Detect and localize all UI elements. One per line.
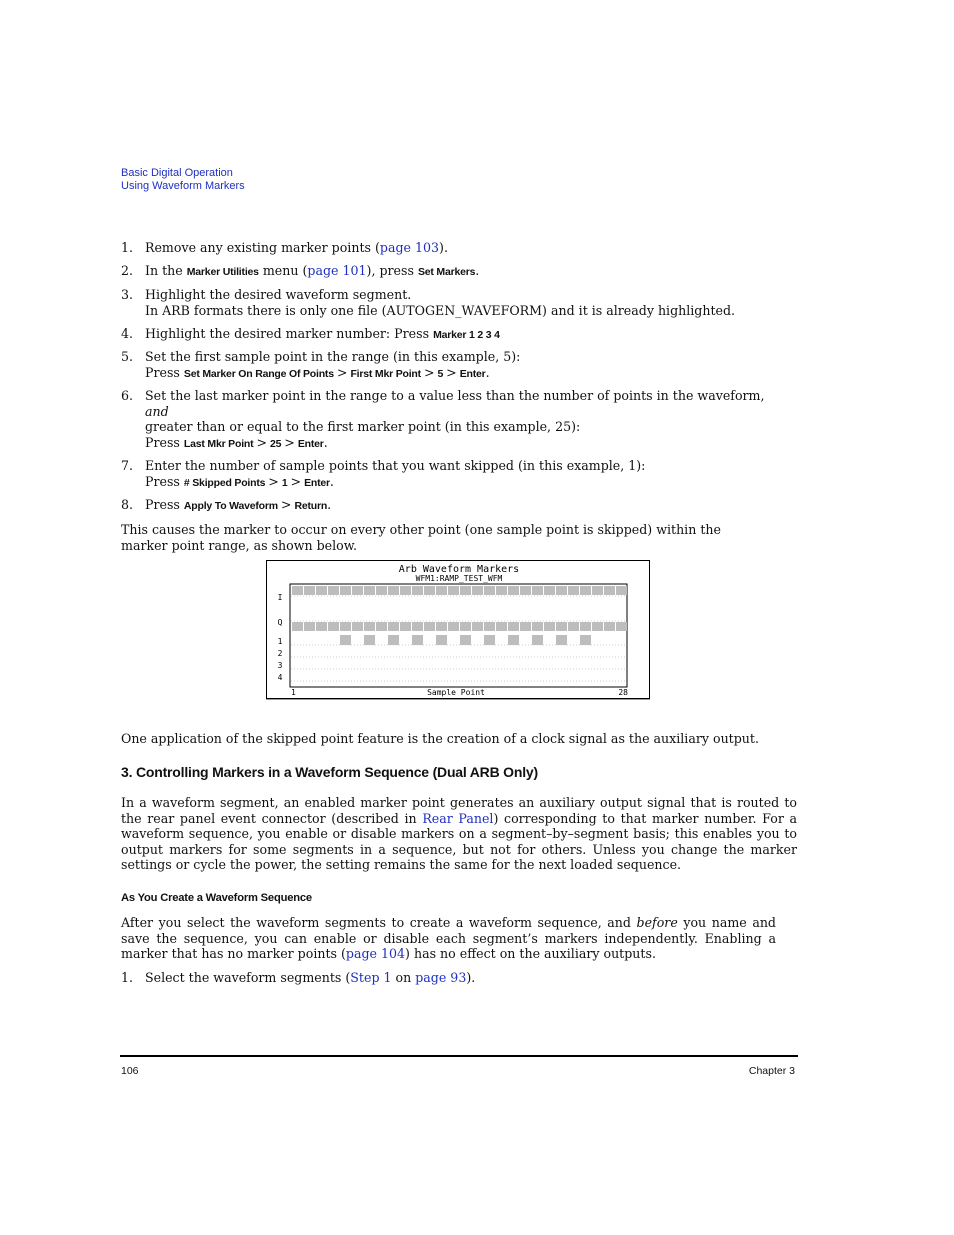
- arb-waveform-markers-screen: [266, 560, 650, 699]
- step-text: .: [327, 497, 332, 512]
- breadcrumb-chapter[interactable]: Basic Digital Operation: [121, 167, 233, 179]
- key-enter: Enter: [459, 367, 486, 380]
- subsection-heading: As You Create a Waveform Sequence: [121, 892, 312, 904]
- paragraph-marker-range: This causes the marker to occur on every other point (one sample point is skipped) within the marker point range, as shown below.: [121, 522, 721, 553]
- softkey-set-markers: Set Markers: [417, 266, 476, 278]
- q-sample-block: [508, 622, 519, 631]
- q-sample-block: [604, 622, 615, 631]
- i-sample-block: [424, 586, 435, 595]
- q-sample-block: [568, 622, 579, 631]
- step-text: ), press: [366, 263, 414, 278]
- key-separator: >: [256, 434, 267, 450]
- softkey-last-mkr-point: Last Mkr Point: [183, 437, 254, 450]
- link-page-103[interactable]: page 103: [379, 240, 440, 255]
- step-number: 2.: [121, 263, 134, 278]
- step-text: ).: [466, 970, 476, 985]
- row-label-q: Q: [277, 618, 283, 627]
- i-sample-block: [316, 586, 327, 595]
- step-number: 1.: [121, 240, 134, 255]
- i-sample-block: [352, 586, 363, 595]
- step-text: .: [485, 364, 490, 380]
- i-sample-block: [496, 586, 507, 595]
- step-4: [121, 326, 797, 344]
- i-sample-block: [328, 586, 339, 595]
- q-sample-block: [616, 622, 627, 631]
- breadcrumb-section[interactable]: Using Waveform Markers: [121, 179, 245, 192]
- step-number: 3.: [121, 287, 134, 302]
- step-1: [121, 240, 797, 256]
- q-sample-block: [544, 622, 555, 631]
- step-text: Press: [145, 497, 180, 512]
- q-sample-block: [520, 622, 531, 631]
- i-sample-block: [472, 586, 483, 595]
- i-sample-block: [520, 586, 531, 595]
- q-sample-block: [556, 622, 567, 631]
- link-page-101[interactable]: page 101: [307, 263, 367, 278]
- softkey-apply-to-waveform: Apply To Waveform: [183, 500, 278, 512]
- key-value: 25: [270, 437, 282, 450]
- i-sample-block: [460, 586, 471, 595]
- paragraph-text: you name and save the sequence, you can enable or disable each segment’s markers independently. Enabling a marker that has no marker points (: [121, 915, 776, 962]
- breadcrumb: [121, 167, 245, 192]
- q-sample-block: [460, 622, 471, 631]
- i-sample-block: [436, 586, 447, 595]
- step-text: menu (: [262, 263, 308, 278]
- marker1-point: [364, 635, 375, 645]
- step-number: 5.: [121, 349, 134, 364]
- step-number: 8.: [121, 497, 134, 512]
- step-text: .: [329, 473, 334, 489]
- step-text: Set the last marker point in the range to a value less than the number of points in the waveform,: [145, 388, 765, 403]
- step-text: Highlight the desired waveform segment.: [145, 287, 412, 302]
- step-text: Select the waveform segments (: [145, 970, 351, 985]
- softkey-marker-utilities: Marker Utilities: [186, 266, 259, 278]
- q-sample-block: [448, 622, 459, 631]
- key-enter: Enter: [304, 476, 330, 489]
- step-2: [121, 263, 797, 281]
- i-sample-block: [556, 586, 567, 595]
- paragraph-waveform-segment: [121, 795, 797, 873]
- step-text: Highlight the desired marker number: Press: [145, 326, 430, 341]
- softkey-skipped-points: # Skipped Points: [183, 476, 266, 489]
- screen-graphic: [267, 561, 649, 698]
- key-value: 1: [281, 476, 288, 489]
- i-sample-block: [616, 586, 627, 595]
- step-6: [121, 388, 797, 452]
- step-text: on: [391, 970, 416, 985]
- step-number: 7.: [121, 458, 134, 473]
- step-text: Enter the number of sample points that you want skipped (in this example, 1):: [145, 458, 646, 473]
- row-label-i: I: [277, 593, 283, 602]
- row-label-marker-3: 3: [277, 661, 283, 670]
- key-separator: >: [423, 364, 435, 380]
- i-sample-block: [292, 586, 303, 595]
- q-sample-block: [484, 622, 495, 631]
- step-text: Press: [145, 434, 180, 450]
- paragraph-text: ) corresponding to that marker number. For a waveform sequence, you enable or disable markers on a segment–by–segment basis; this enables you to output markers for some segments in a sequence, but not for others. Unless you change the marker settings or cycle the power, the setting remains the same for the next loaded sequence.: [121, 810, 797, 873]
- softkey-set-marker-on-range: Set Marker On Range Of Points: [183, 367, 334, 380]
- step-text: In the: [145, 263, 183, 278]
- chapter-label: Chapter 3: [748, 1065, 795, 1077]
- q-sample-block: [472, 622, 483, 631]
- q-sample-block: [364, 622, 375, 631]
- i-sample-block: [580, 586, 591, 595]
- q-sample-block: [352, 622, 363, 631]
- step-8: [121, 497, 797, 515]
- link-page-93[interactable]: page 93: [415, 970, 467, 985]
- step-text: and: [145, 403, 169, 419]
- screen-title: Arb Waveform Markers: [398, 564, 520, 575]
- softkey-marker-1234: Marker 1 2 3 4: [433, 329, 500, 341]
- link-step-1[interactable]: Step 1: [350, 970, 392, 985]
- q-sample-block: [412, 622, 423, 631]
- q-sample-block: [304, 622, 315, 631]
- q-sample-block: [496, 622, 507, 631]
- i-sample-block: [544, 586, 555, 595]
- footer-rule: [120, 1055, 798, 1057]
- i-sample-block: [484, 586, 495, 595]
- step-number: 6.: [121, 388, 134, 403]
- step-text: Press: [145, 473, 180, 489]
- q-sample-block: [340, 622, 351, 631]
- axis-end-label: 28: [618, 688, 628, 697]
- key-separator: >: [336, 364, 348, 380]
- i-sample-block: [532, 586, 543, 595]
- step-text: Press: [145, 364, 180, 380]
- softkey-first-mkr-point: First Mkr Point: [350, 367, 421, 380]
- step-number: 4.: [121, 326, 134, 341]
- marker1-point: [532, 635, 543, 645]
- marker1-point: [340, 635, 351, 645]
- axis-label: Sample Point: [427, 688, 485, 697]
- row-label-marker-1: 1: [277, 637, 283, 646]
- section-heading: 3. Controlling Markers in a Waveform Sequence (Dual ARB Only): [121, 764, 538, 780]
- figure-underline: [266, 699, 650, 700]
- i-sample-block: [604, 586, 615, 595]
- i-sample-block: [340, 586, 351, 595]
- q-sample-block: [400, 622, 411, 631]
- step-5: [121, 349, 797, 382]
- softkey-return: Return: [294, 500, 328, 512]
- marker1-point: [556, 635, 567, 645]
- marker1-point: [388, 635, 399, 645]
- paragraph-create-sequence: [121, 915, 776, 962]
- step-text: .: [475, 263, 480, 278]
- paragraph-emphasis: before: [636, 915, 678, 930]
- link-page-104[interactable]: page 104: [345, 946, 406, 962]
- row-label-marker-2: 2: [277, 649, 283, 658]
- marker1-point: [580, 635, 591, 645]
- paragraph-text: After you select the waveform segments to create a waveform sequence, and: [121, 915, 637, 930]
- marker1-point: [436, 635, 447, 645]
- axis-start-label: 1: [291, 688, 296, 697]
- q-sample-block: [292, 622, 303, 631]
- key-separator: >: [268, 473, 279, 489]
- step-select-segments: [121, 970, 797, 986]
- i-sample-block: [364, 586, 375, 595]
- step-7: [121, 458, 797, 491]
- paragraph-clock-signal: One application of the skipped point feature is the creation of a clock signal as the auxiliary output.: [121, 731, 759, 746]
- q-sample-block: [436, 622, 447, 631]
- i-sample-block: [508, 586, 519, 595]
- step-text: ).: [439, 240, 448, 255]
- row-label-marker-4: 4: [277, 673, 283, 682]
- paragraph-text: ) has no effect on the auxiliary outputs.: [405, 946, 656, 962]
- paragraph-text: In a waveform segment, an enabled marker point generates an auxiliary output signal that is routed to the rear panel event connector (described in: [121, 795, 797, 826]
- q-sample-block: [592, 622, 603, 631]
- marker1-point: [484, 635, 495, 645]
- key-enter: Enter: [297, 437, 324, 450]
- i-sample-block: [376, 586, 387, 595]
- i-sample-block: [400, 586, 411, 595]
- q-sample-block: [580, 622, 591, 631]
- i-sample-block: [568, 586, 579, 595]
- key-separator: >: [446, 364, 457, 380]
- step-text: .: [323, 434, 328, 450]
- step-text: In ARB formats there is only one file (AUTOGEN_WAVEFORM) and it is already highlighted.: [145, 302, 736, 318]
- q-sample-block: [328, 622, 339, 631]
- link-rear-panel[interactable]: Rear Panel: [422, 810, 494, 826]
- i-sample-block: [592, 586, 603, 595]
- marker1-point: [460, 635, 471, 645]
- step-text: greater than or equal to the first marker point (in this example, 25):: [145, 419, 581, 435]
- q-sample-block: [376, 622, 387, 631]
- key-value: 5: [437, 367, 444, 380]
- page-number: 106: [121, 1065, 139, 1077]
- marker1-point: [412, 635, 423, 645]
- key-separator: >: [284, 434, 295, 450]
- step-number: 1.: [121, 970, 134, 985]
- q-sample-block: [424, 622, 435, 631]
- i-sample-block: [304, 586, 315, 595]
- step-text: Remove any existing marker points (: [145, 240, 380, 255]
- q-sample-block: [532, 622, 543, 631]
- q-sample-block: [316, 622, 327, 631]
- i-sample-block: [448, 586, 459, 595]
- q-sample-block: [388, 622, 399, 631]
- key-separator: >: [280, 497, 292, 512]
- i-sample-block: [412, 586, 423, 595]
- step-3: [121, 287, 797, 318]
- step-text: Set the first sample point in the range (in this example, 5):: [145, 349, 521, 364]
- marker1-point: [508, 635, 519, 645]
- i-sample-block: [388, 586, 399, 595]
- screen-subtitle: WFM1:RAMP_TEST_WFM: [415, 574, 503, 583]
- key-separator: >: [290, 473, 302, 489]
